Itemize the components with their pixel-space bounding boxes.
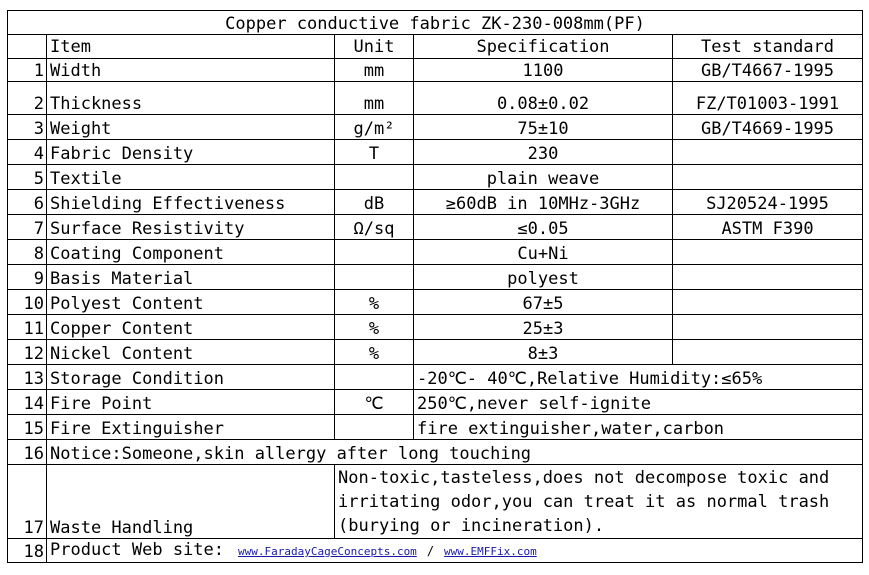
row-number: 2 <box>8 82 47 115</box>
row-standard: FZ/T01003-1991 <box>673 82 863 115</box>
table-row <box>8 215 863 240</box>
row-number: 6 <box>8 190 47 215</box>
row-number: 16 <box>8 440 47 465</box>
row-spec: 250℃,never self-ignite <box>414 390 863 415</box>
row-spec: ≥60dB in 10MHz-3GHz <box>414 190 673 215</box>
row-standard: GB/T4667-1995 <box>673 59 863 82</box>
row-spec: Cu+Ni <box>414 240 673 265</box>
spec-table <box>7 10 863 563</box>
notice-text: Notice:Someone,skin allergy after long touching <box>47 440 863 465</box>
row-standard <box>673 265 863 290</box>
row-standard <box>673 140 863 165</box>
row-spec: 230 <box>414 140 673 165</box>
waste-row <box>8 465 863 539</box>
row-spec: fire extinguisher,water,carbon <box>414 415 863 440</box>
row-item: Textile <box>47 165 335 190</box>
row-item: Weight <box>47 115 335 140</box>
website-separator: / <box>426 544 435 558</box>
row-standard <box>673 290 863 315</box>
row-number: 8 <box>8 240 47 265</box>
table-title: Copper conductive fabric ZK-230-008mm(PF) <box>8 11 863 35</box>
row-number: 18 <box>8 539 47 563</box>
row-spec: 0.08±0.02 <box>414 82 673 115</box>
waste-text: Non-toxic,tasteless,does not decompose toxic and irritating odor,you can treat it as normal trash (burying or incineration). <box>335 465 863 539</box>
row-unit: T <box>335 140 414 165</box>
row-spec: 67±5 <box>414 290 673 315</box>
table-row <box>8 265 863 290</box>
row-number: 17 <box>8 465 47 539</box>
row-spec: polyest <box>414 265 673 290</box>
row-spec: ≤0.05 <box>414 215 673 240</box>
table-row <box>8 115 863 140</box>
row-number: 15 <box>8 415 47 440</box>
notice-row <box>8 440 863 465</box>
row-item: Surface Resistivity <box>47 215 335 240</box>
header-row <box>8 35 863 59</box>
row-item: Shielding Effectiveness <box>47 190 335 215</box>
row-number: 1 <box>8 59 47 82</box>
website-row <box>8 539 863 563</box>
row-unit: % <box>335 340 414 365</box>
row-number: 9 <box>8 265 47 290</box>
row-unit: mm <box>335 59 414 82</box>
row-spec: -20℃- 40℃,Relative Humidity:≤65% <box>414 365 863 390</box>
header-item: Item <box>47 35 335 59</box>
table-row <box>8 365 863 390</box>
row-spec: 25±3 <box>414 315 673 340</box>
row-number: 13 <box>8 365 47 390</box>
header-standard: Test standard <box>673 35 863 59</box>
table-row <box>8 390 863 415</box>
row-item: Fire Extinguisher <box>47 415 335 440</box>
header-spec: Specification <box>414 35 673 59</box>
table-row <box>8 315 863 340</box>
row-unit <box>335 240 414 265</box>
row-number: 11 <box>8 315 47 340</box>
row-item: Storage Condition <box>47 365 335 390</box>
row-spec: 75±10 <box>414 115 673 140</box>
header-no <box>8 35 47 59</box>
row-item: Width <box>47 59 335 82</box>
row-standard <box>673 165 863 190</box>
row-number: 3 <box>8 115 47 140</box>
row-number: 5 <box>8 165 47 190</box>
row-standard: ASTM F390 <box>673 215 863 240</box>
row-number: 12 <box>8 340 47 365</box>
row-number: 10 <box>8 290 47 315</box>
table-row <box>8 140 863 165</box>
row-standard <box>673 240 863 265</box>
row-standard <box>673 340 863 365</box>
row-standard <box>673 315 863 340</box>
row-spec: 1100 <box>414 59 673 82</box>
table-row <box>8 290 863 315</box>
row-number: 4 <box>8 140 47 165</box>
row-unit <box>335 415 414 440</box>
row-item: Polyest Content <box>47 290 335 315</box>
row-unit <box>335 365 414 390</box>
table-row <box>8 340 863 365</box>
row-unit <box>335 265 414 290</box>
row-item: Copper Content <box>47 315 335 340</box>
website-link-faraday[interactable]: www.FaradayCageConcepts.com <box>238 545 417 558</box>
row-standard: SJ20524-1995 <box>673 190 863 215</box>
website-label: Product Web site: <box>50 540 224 560</box>
table-row <box>8 165 863 190</box>
header-unit: Unit <box>335 35 414 59</box>
table-row <box>8 190 863 215</box>
row-item: Coating Component <box>47 240 335 265</box>
table-row <box>8 415 863 440</box>
table-row <box>8 59 863 82</box>
website-link-emffix[interactable]: www.EMFFix.com <box>444 545 537 558</box>
row-spec: plain weave <box>414 165 673 190</box>
row-unit: g/m² <box>335 115 414 140</box>
website-cell <box>47 539 863 563</box>
row-unit: % <box>335 315 414 340</box>
row-unit: Ω/sq <box>335 215 414 240</box>
row-number: 14 <box>8 390 47 415</box>
row-item: Waste Handling <box>47 465 335 539</box>
row-unit: dB <box>335 190 414 215</box>
row-item: Fire Point <box>47 390 335 415</box>
table-row <box>8 240 863 265</box>
row-unit <box>335 165 414 190</box>
row-unit: mm <box>335 82 414 115</box>
row-unit: ℃ <box>335 390 414 415</box>
row-number: 7 <box>8 215 47 240</box>
row-item: Basis Material <box>47 265 335 290</box>
row-item: Thickness <box>47 82 335 115</box>
row-standard: GB/T4669-1995 <box>673 115 863 140</box>
row-item: Nickel Content <box>47 340 335 365</box>
row-item: Fabric Density <box>47 140 335 165</box>
row-unit: % <box>335 290 414 315</box>
table-row <box>8 82 863 115</box>
row-spec: 8±3 <box>414 340 673 365</box>
